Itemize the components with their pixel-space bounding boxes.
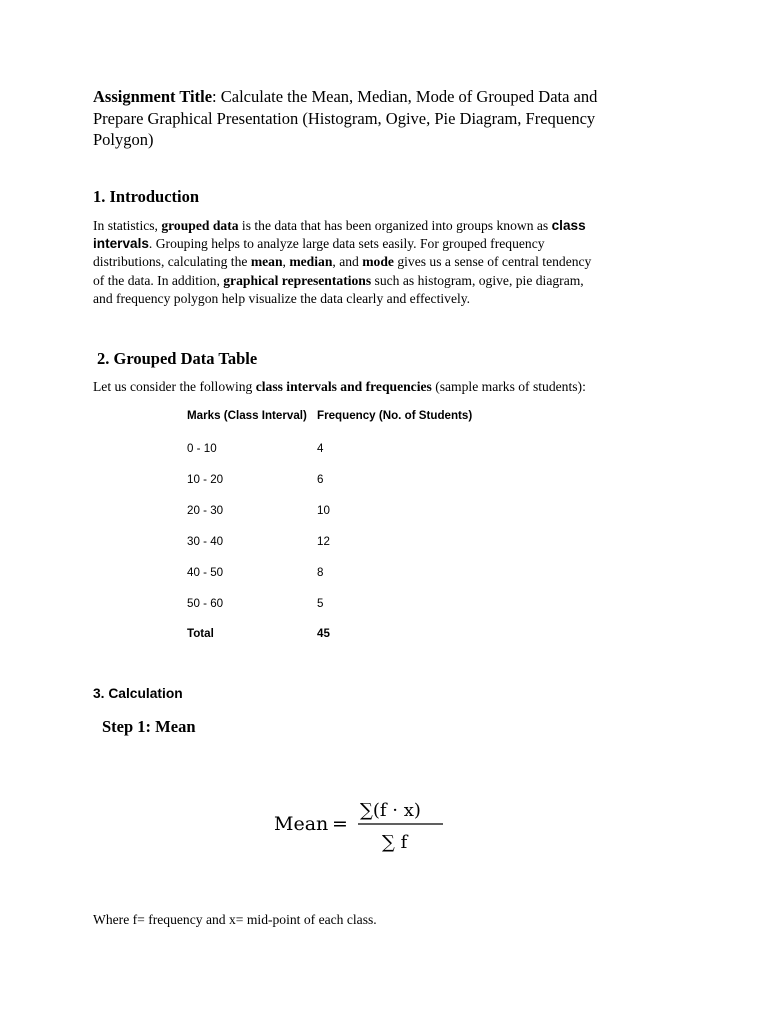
cell-interval: 0 - 10 bbox=[187, 442, 217, 455]
intro-text: In statistics, bbox=[93, 218, 162, 233]
cell-frequency: 12 bbox=[317, 535, 330, 548]
formula-denominator: ∑ f bbox=[382, 832, 408, 853]
cell-interval: 20 - 30 bbox=[187, 504, 224, 517]
intro-text: . Grouping helps to analyze large data sets easily. For grouped frequency bbox=[148, 236, 545, 252]
intro-paragraph bbox=[93, 217, 673, 308]
intro-text: gives us a sense of central tendency bbox=[393, 254, 592, 270]
formula-numerator: ∑(f · x) bbox=[360, 800, 421, 821]
cell-total-label: Total bbox=[187, 627, 214, 640]
intro-line-2 bbox=[93, 235, 673, 253]
cell-total-value: 45 bbox=[317, 627, 330, 640]
assignment-title-label: Assignment Title bbox=[93, 87, 213, 106]
grouped-data-heading: 2. Grouped Data Table bbox=[97, 349, 258, 368]
intro-text: of the data. In addition, bbox=[93, 272, 224, 288]
intro-bold-mode: mode bbox=[362, 254, 394, 270]
column-header-frequency: Frequency (No. of Students) bbox=[317, 409, 473, 422]
intro-line-4 bbox=[93, 272, 673, 290]
intro-text: distributions, calculating the bbox=[93, 254, 251, 270]
formula-lhs: Mean bbox=[274, 813, 329, 835]
calculation-heading: 3. Calculation bbox=[93, 686, 183, 701]
intro-line-5: and frequency polygon help visualize the data clearly and effectively. bbox=[93, 290, 471, 306]
formula-equals: = bbox=[332, 813, 348, 835]
intro-text: such as histogram, ogive, pie diagram, bbox=[371, 272, 584, 288]
cell-frequency: 10 bbox=[317, 504, 330, 517]
intro-text: , and bbox=[332, 254, 363, 270]
cell-interval: 40 - 50 bbox=[187, 566, 224, 579]
assignment-title-line-1: Calculate the Mean, Median, Mode of Grouped Data and bbox=[220, 87, 598, 106]
cell-interval: 10 - 20 bbox=[187, 473, 224, 486]
lead-bold-class-intervals: class intervals and frequencies bbox=[255, 379, 432, 394]
cell-frequency: 8 bbox=[317, 566, 324, 579]
assignment-title-line-3: Polygon) bbox=[93, 130, 154, 149]
lead-text: Let us consider the following bbox=[93, 379, 256, 394]
intro-line-3 bbox=[93, 253, 673, 271]
intro-text: , bbox=[282, 254, 290, 270]
cell-frequency: 6 bbox=[317, 473, 324, 486]
lead-text: (sample marks of students): bbox=[431, 379, 586, 394]
intro-bold-graphical-representations: graphical representations bbox=[223, 272, 372, 288]
mean-formula bbox=[272, 792, 452, 854]
formula-explanation: Where f= frequency and x= mid-point of each class. bbox=[93, 912, 377, 927]
intro-bold-grouped-data: grouped data bbox=[161, 218, 239, 233]
step1-heading: Step 1: Mean bbox=[102, 717, 196, 736]
cell-frequency: 4 bbox=[317, 442, 324, 455]
intro-bold-median: median bbox=[289, 254, 333, 270]
intro-bold-mean: mean bbox=[250, 254, 283, 270]
cell-interval: 30 - 40 bbox=[187, 535, 224, 548]
intro-text: is the data that has been organized into groups known as bbox=[238, 218, 552, 233]
cell-frequency: 5 bbox=[317, 597, 324, 610]
intro-line-1 bbox=[93, 217, 673, 235]
intro-bold-class: class bbox=[551, 218, 586, 233]
assignment-title-line-2: Prepare Graphical Presentation (Histogram, Ogive, Pie Diagram, Frequency bbox=[93, 108, 596, 128]
grouped-data-lead bbox=[93, 379, 586, 395]
column-header-marks: Marks (Class Interval) bbox=[187, 409, 307, 422]
title-separator: : bbox=[212, 87, 221, 106]
intro-heading: 1. Introduction bbox=[93, 187, 200, 206]
intro-bold-intervals: intervals bbox=[93, 236, 149, 252]
cell-interval: 50 - 60 bbox=[187, 597, 224, 610]
assignment-title bbox=[93, 86, 683, 151]
